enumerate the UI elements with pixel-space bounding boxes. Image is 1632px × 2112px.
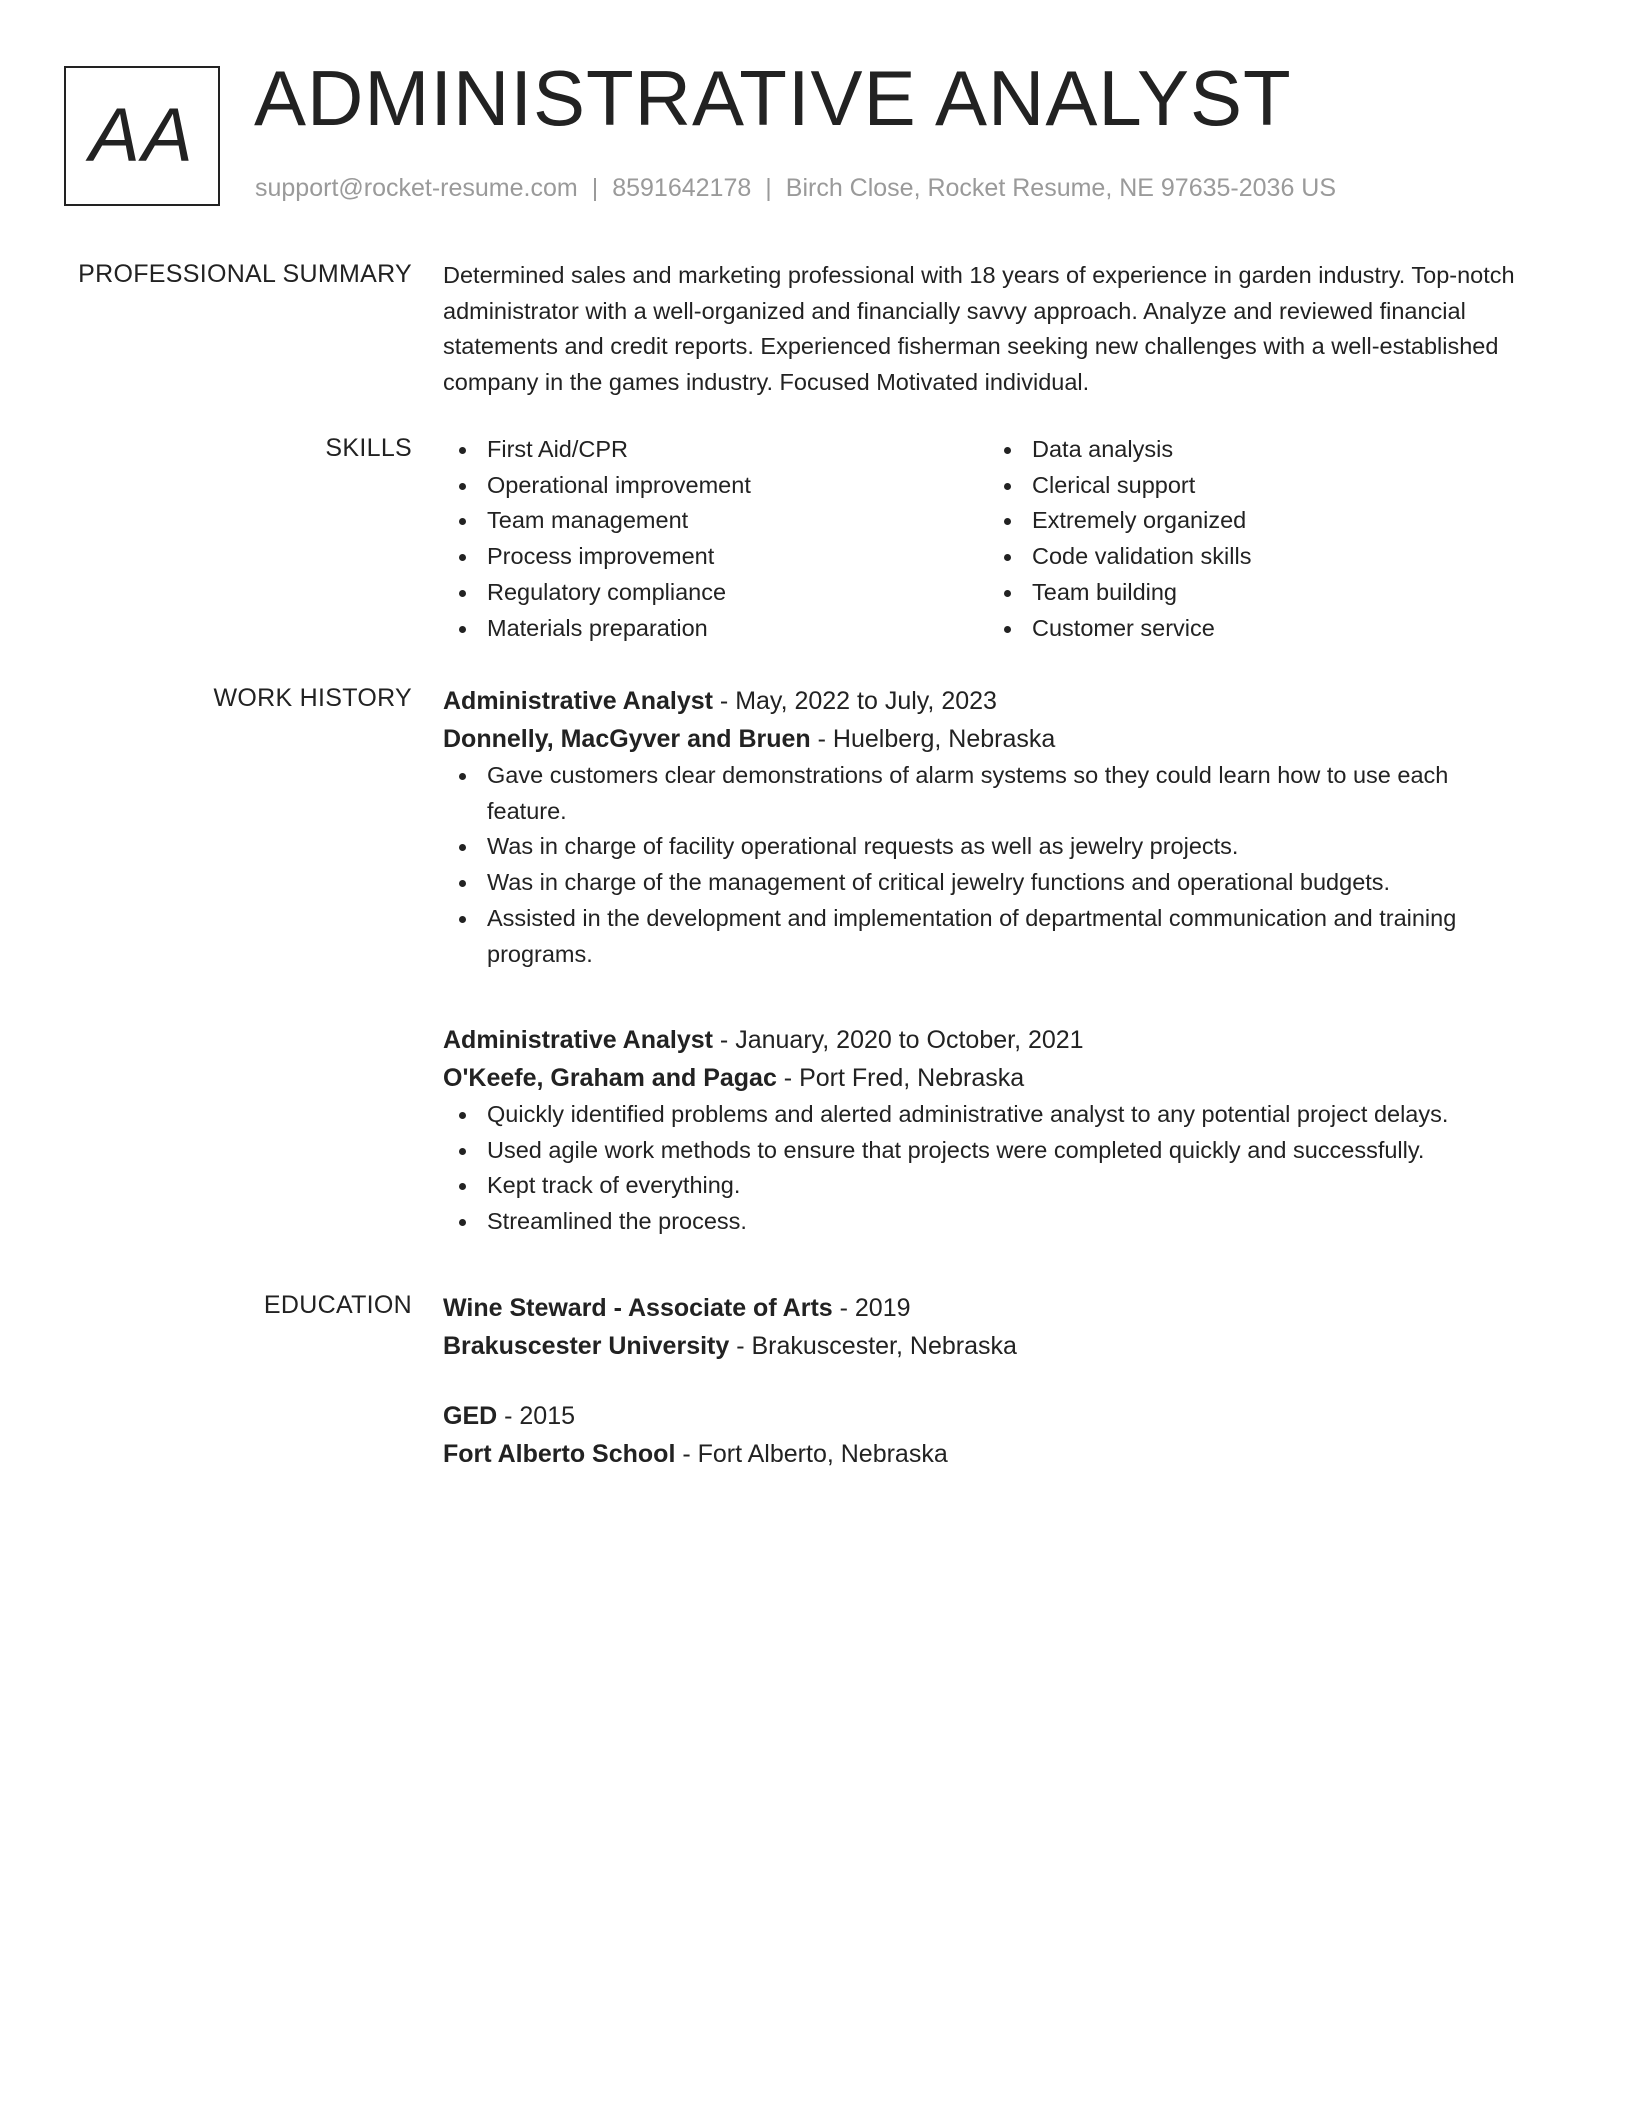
job-company-line [443, 720, 1533, 758]
skill-item: Materials preparation [443, 611, 988, 647]
contact-address: Birch Close, Rocket Resume, NE 97635-2036 US [785, 174, 1337, 202]
skill-item: Extremely organized [988, 503, 1533, 539]
skills-list-left [443, 432, 988, 646]
monogram-initials: AA [89, 93, 195, 178]
edu-location: - Fort Alberto, Nebraska [675, 1440, 948, 1468]
contact-email: support@rocket-resume.com [255, 174, 578, 202]
skill-item: Team building [988, 575, 1533, 611]
education-entry [443, 1289, 1533, 1365]
job-company-line [443, 1059, 1533, 1097]
job-dates: - May, 2022 to July, 2023 [712, 687, 997, 715]
duty-item: Was in charge of facility operational requests as well as jewelry projects. [443, 829, 1533, 865]
duty-item: Was in charge of the management of critical jewelry functions and operational budgets. [443, 865, 1533, 901]
job-entry [443, 682, 1533, 972]
skill-item: Data analysis [988, 432, 1533, 468]
edu-school-line [443, 1327, 1533, 1365]
education-entry [443, 1397, 1533, 1473]
skills-heading: SKILLS [325, 434, 412, 462]
edu-degree: Wine Steward - Associate of Arts [443, 1294, 833, 1322]
skill-item: Operational improvement [443, 468, 988, 504]
job-duties [443, 758, 1533, 972]
duty-item: Streamlined the process. [443, 1204, 1533, 1240]
edu-school: Fort Alberto School [443, 1440, 676, 1468]
skill-item: Process improvement [443, 539, 988, 575]
job-company: O'Keefe, Graham and Pagac [443, 1064, 777, 1092]
contact-line [255, 173, 1336, 203]
duty-item: Gave customers clear demonstrations of alarm systems so they could learn how to use each feature. [443, 758, 1533, 829]
job-title-line [443, 1021, 1533, 1059]
skill-item: Team management [443, 503, 988, 539]
education-heading: EDUCATION [263, 1291, 412, 1319]
page-title: ADMINISTRATIVE ANALYST [254, 54, 1292, 142]
summary-text: Determined sales and marketing professional with 18 years of experience in garden industry. Top-notch administrator with a well-organized and financially savvy approach. Analyze and reviewed financial statements and credit reports. Experienced fisherman seeking new challenges with a well-established company in the games industry. Focused Motivated individual. [443, 262, 1515, 396]
duty-item: Used agile work methods to ensure that projects were completed quickly and successfully. [443, 1133, 1533, 1169]
edu-school-line [443, 1435, 1533, 1473]
contact-separator: | [765, 174, 772, 202]
skill-item: Code validation skills [988, 539, 1533, 575]
job-location: - Huelberg, Nebraska [810, 725, 1056, 753]
job-duties [443, 1097, 1533, 1240]
edu-school: Brakuscester University [443, 1332, 730, 1360]
skills-list-right [988, 432, 1533, 646]
job-location: - Port Fred, Nebraska [776, 1064, 1025, 1092]
duty-item: Assisted in the development and implementation of departmental communication and training programs. [443, 901, 1533, 972]
work-history-heading: WORK HISTORY [213, 684, 412, 712]
edu-year: - 2019 [832, 1294, 911, 1322]
edu-year: - 2015 [497, 1402, 576, 1430]
job-title: Administrative Analyst [443, 1026, 713, 1054]
job-company: Donnelly, MacGyver and Bruen [443, 725, 811, 753]
summary-heading: PROFESSIONAL SUMMARY [78, 260, 412, 288]
skill-item: First Aid/CPR [443, 432, 988, 468]
skill-item: Clerical support [988, 468, 1533, 504]
skill-item: Regulatory compliance [443, 575, 988, 611]
duty-item: Kept track of everything. [443, 1168, 1533, 1204]
duty-item: Quickly identified problems and alerted administrative analyst to any potential project delays. [443, 1097, 1533, 1133]
monogram-logo [64, 66, 220, 206]
job-entry [443, 1021, 1533, 1240]
job-title-line [443, 682, 1533, 720]
edu-degree: GED [443, 1402, 498, 1430]
contact-separator: | [591, 174, 599, 202]
skill-item: Customer service [988, 611, 1533, 647]
contact-phone: 8591642178 [612, 174, 752, 202]
edu-degree-line [443, 1289, 1533, 1327]
edu-location: - Brakuscester, Nebraska [729, 1332, 1017, 1360]
job-dates: - January, 2020 to October, 2021 [712, 1026, 1084, 1054]
edu-degree-line [443, 1397, 1533, 1435]
job-title: Administrative Analyst [443, 687, 713, 715]
